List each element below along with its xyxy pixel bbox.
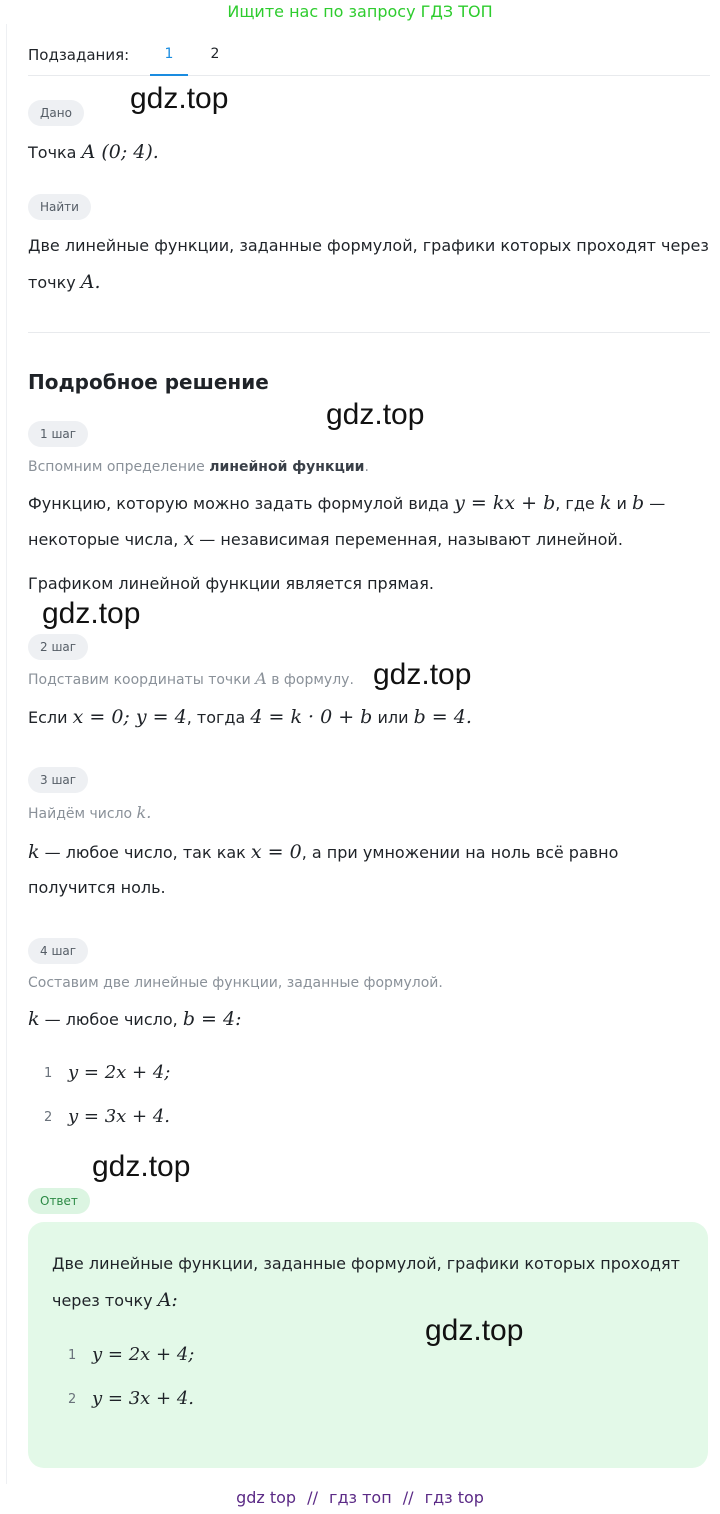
step-4-line — [28, 1001, 241, 1038]
step-1-hint-suffix: . — [364, 459, 369, 475]
step-4-line-mid: — любое число, — [44, 1010, 178, 1029]
linear-formula-math: y = kx + b — [454, 492, 556, 514]
step-3-hint — [28, 803, 151, 824]
watermark: gdz.top — [92, 1150, 191, 1183]
footer-link-1[interactable]: gdz top — [236, 1488, 297, 1507]
step-3-line-1-suffix: , а при умножении на ноль всё равно — [301, 843, 619, 862]
step-4-item-1-number: 1 — [44, 1066, 53, 1081]
given-text — [28, 134, 159, 171]
step-4-b-math: b = 4: — [182, 1008, 242, 1030]
find-line-2-prefix: точку — [28, 273, 76, 292]
step-3-x-math: x = 0 — [250, 841, 302, 863]
step-1-line-1-mid: , где — [555, 494, 595, 513]
step-4-k-math: k — [28, 1008, 40, 1030]
footer — [0, 1488, 720, 1507]
subtasks-bar — [28, 42, 710, 76]
footer-link-3[interactable]: гдз top — [424, 1488, 484, 1507]
step-3-hint-prefix: Найдём число — [28, 806, 133, 822]
b-math: b — [631, 492, 645, 514]
step-3-line-2: получится ноль. — [28, 878, 166, 897]
step-1-line-2-prefix: некоторые числа, — [28, 530, 179, 549]
step-2-math-1: x = 0; y = 4 — [72, 706, 187, 728]
step-3-badge: 3 шаг — [28, 767, 88, 793]
solution-title: Подробное решение — [28, 370, 269, 394]
tab-subtask-1[interactable]: 1 — [150, 46, 188, 62]
step-2-line-prefix: Если — [28, 708, 68, 727]
step-1-hint — [28, 457, 369, 477]
step-2-line-mid: , тогда — [186, 708, 246, 727]
step-1-and: и — [616, 494, 627, 513]
answer-item-2-formula: y = 3x + 4. — [92, 1388, 194, 1409]
find-line-2 — [28, 264, 101, 301]
step-3-line-1-mid: — любое число, так как — [44, 843, 246, 862]
step-1-line-2-suffix: — независимая переменная, называют линейной. — [199, 530, 623, 549]
step-3-line-1 — [28, 834, 618, 871]
footer-link-2[interactable]: гдз топ — [329, 1488, 392, 1507]
step-2-or: или — [377, 708, 409, 727]
given-prefix: Точка — [28, 143, 77, 162]
step-2-hint-prefix: Подставим координаты точки — [28, 672, 251, 688]
find-line-1: Две линейные функции, заданные формулой, графики которых проходят через — [28, 236, 709, 255]
answer-line-2 — [52, 1282, 178, 1319]
answer-point-math: A: — [157, 1289, 178, 1311]
answer-item-1-number: 1 — [68, 1348, 77, 1363]
step-1-dash: — — [649, 494, 666, 513]
step-2-math-2: 4 = k · 0 + b — [250, 706, 373, 728]
k-math: k — [599, 492, 612, 514]
step-2-badge: 2 шаг — [28, 634, 88, 660]
step-3-hint-k: k. — [136, 803, 152, 822]
find-point-math: A. — [80, 271, 101, 293]
footer-separator: // — [307, 1488, 318, 1507]
watermark: gdz.top — [326, 398, 425, 431]
tab-subtask-2[interactable]: 2 — [210, 46, 220, 62]
answer-item-2-number: 2 — [68, 1392, 77, 1407]
step-1-line-3: Графиком линейной функции является прямая. — [28, 574, 434, 593]
answer-badge: Ответ — [28, 1188, 90, 1214]
step-1-line-2 — [28, 521, 623, 558]
watermark: gdz.top — [425, 1314, 524, 1347]
step-1-line-1-prefix: Функцию, которую можно задать формулой вида — [28, 494, 450, 513]
step-2-line — [28, 699, 472, 736]
step-1-badge: 1 шаг — [28, 421, 88, 447]
footer-separator: // — [402, 1488, 414, 1507]
x-math: x — [183, 528, 195, 550]
given-badge: Дано — [28, 100, 84, 126]
step-4-badge: 4 шаг — [28, 938, 88, 964]
watermark: gdz.top — [130, 82, 229, 115]
step-4-item-2-formula: y = 3x + 4. — [68, 1106, 170, 1127]
top-banner: Ищите нас по запросу ГДЗ ТОП — [227, 2, 493, 21]
section-divider — [28, 332, 710, 333]
step-2-hint-suffix: в формулу. — [271, 672, 354, 688]
step-1-hint-bold: линейной функции — [209, 459, 365, 475]
answer-line-2-prefix: через точку — [52, 1291, 153, 1310]
left-rule — [6, 24, 7, 1484]
subtasks-label: Подзадания: — [28, 46, 130, 64]
step-2-hint — [28, 669, 354, 690]
step-4-hint: Составим две линейные функции, заданные формулой. — [28, 975, 443, 991]
step-3-k-math: k — [28, 841, 40, 863]
find-badge: Найти — [28, 194, 91, 220]
watermark: gdz.top — [373, 658, 472, 691]
step-1-hint-prefix: Вспомним определение — [28, 459, 205, 475]
step-2-hint-A: A — [255, 669, 267, 688]
step-4-item-2-number: 2 — [44, 1110, 53, 1125]
step-4-item-1-formula: y = 2x + 4; — [68, 1062, 171, 1083]
step-1-line-1 — [28, 485, 665, 522]
step-2-math-3: b = 4. — [413, 706, 472, 728]
given-point-math: A (0; 4). — [81, 141, 159, 163]
answer-item-1-formula: y = 2x + 4; — [92, 1344, 195, 1365]
watermark: gdz.top — [42, 597, 141, 630]
answer-line-1: Две линейные функции, заданные формулой, графики которых проходят — [52, 1254, 680, 1273]
